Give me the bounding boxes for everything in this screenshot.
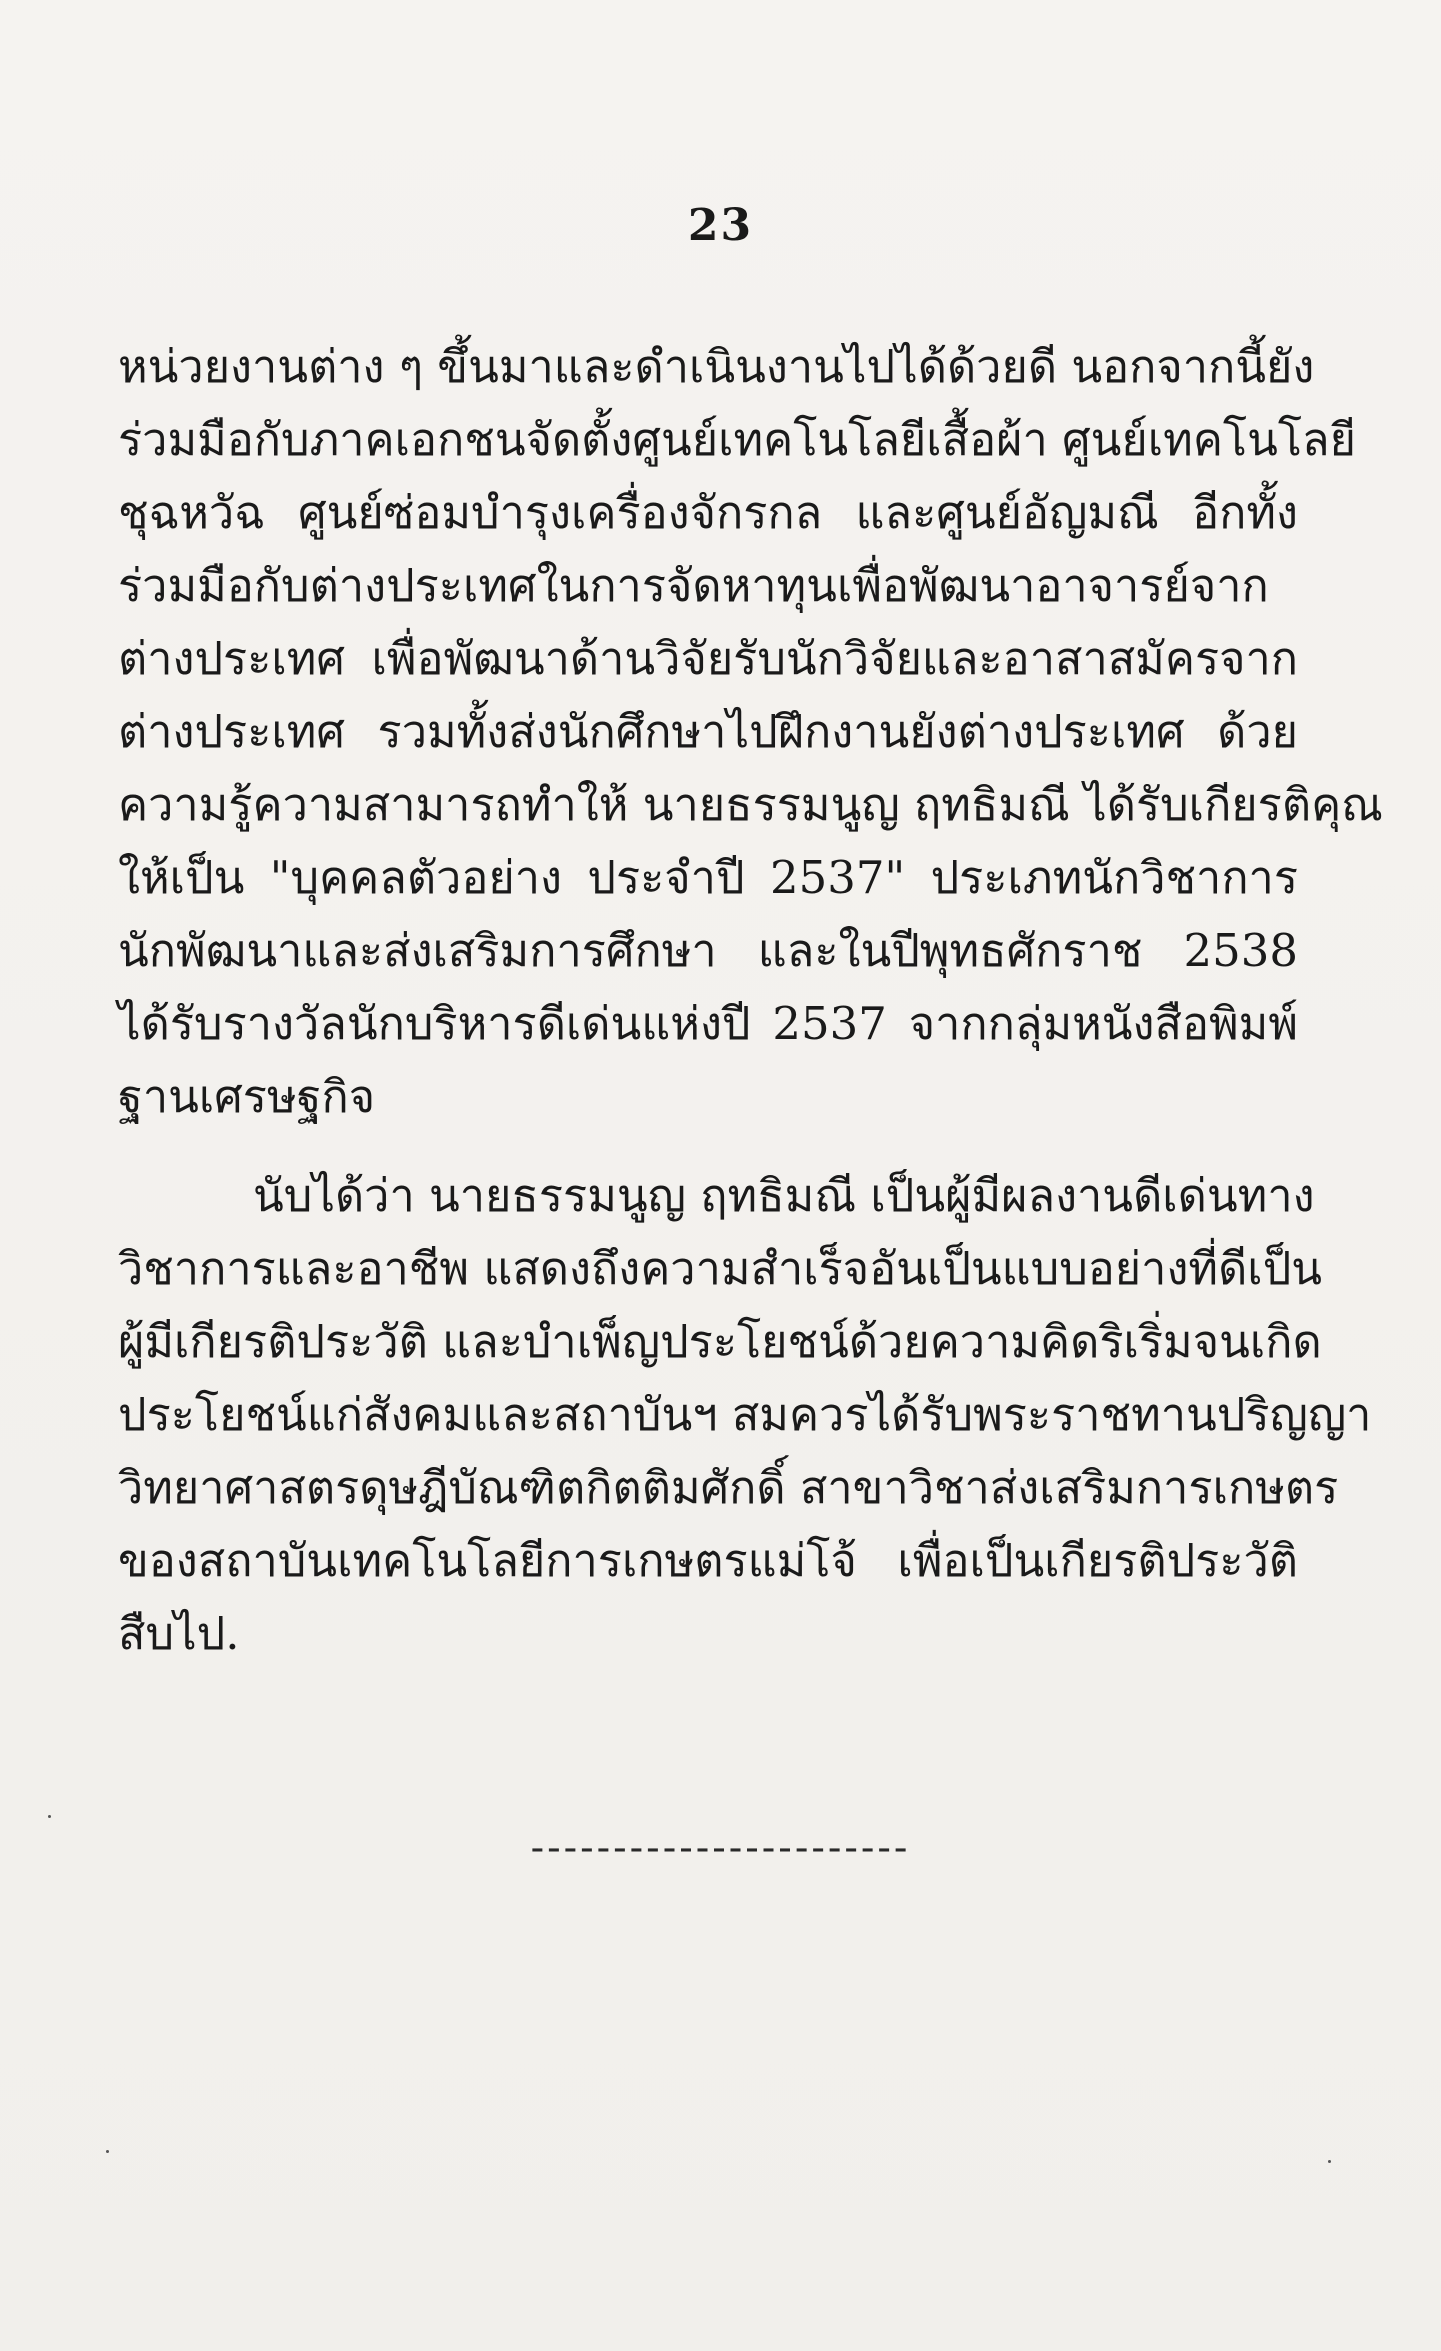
text-line: วิทยาศาสตรดุษฎีบัณฑิตกิตติมศักดิ์ สาขาวิชาส่งเสริมการเกษตร	[118, 1461, 1339, 1514]
paragraph-2	[118, 1159, 1372, 1670]
paragraph-gap	[118, 1133, 1298, 1159]
text-line: ต่างประเทศ รวมทั้งส่งนักศึกษาไปฝึกงานยังต่างประเทศ ด้วย	[118, 705, 1298, 758]
text-line: ร่วมมือกับต่างประเทศในการจัดหาทุนเพื่อพัฒนาอาจารย์จาก	[118, 559, 1269, 612]
dust-speck	[106, 2150, 109, 2153]
text-line: ให้เป็น "บุคคลตัวอย่าง ประจำปี 2537" ประเภทนักวิชาการ	[118, 851, 1298, 904]
text-line: ผู้มีเกียรติประวัติ และบำเพ็ญประโยชน์ด้วยความคิดริเริ่มจนเกิด	[118, 1315, 1322, 1368]
text-line: วิชาการและอาชีพ แสดงถึงความสำเร็จอันเป็นแบบอย่างที่ดีเป็น	[118, 1242, 1323, 1295]
text-line: ต่างประเทศ เพื่อพัฒนาด้านวิจัยรับนักวิจัยและอาสาสมัครจาก	[118, 632, 1298, 685]
text-line: สืบไป.	[118, 1607, 240, 1660]
text-line: ฐานเศรษฐกิจ	[118, 1070, 376, 1123]
text-line: ประโยชน์แก่สังคมและสถาบันฯ สมควรได้รับพระราชทานปริญญา	[118, 1388, 1372, 1441]
text-line: ได้รับรางวัลนักบริหารดีเด่นแห่งปี 2537 จากกลุ่มหนังสือพิมพ์	[118, 997, 1298, 1050]
dust-speck	[1328, 2160, 1331, 2163]
paragraph-1	[118, 330, 1383, 1133]
text-line: ร่วมมือกับภาคเอกชนจัดตั้งศูนย์เทคโนโลยีเสื้อผ้า ศูนย์เทคโนโลยี	[118, 413, 1356, 466]
text-line: ความรู้ความสามารถทำให้ นายธรรมนูญ ฤทธิมณี ได้รับเกียรติคุณ	[118, 778, 1383, 831]
dust-speck	[48, 1815, 51, 1818]
separator-line: -----------------------	[530, 1825, 911, 1871]
text-line: ชุฉหวัฉ ศูนย์ซ่อมบำรุงเครื่องจักรกล และศูนย์อัญมณี อีกทั้ง	[118, 486, 1298, 539]
text-line: นักพัฒนาและส่งเสริมการศึกษา และในปีพุทธศักราช 2538	[118, 924, 1298, 977]
page-number: 23	[687, 200, 754, 251]
text-line: ของสถาบันเทคโนโลยีการเกษตรแม่โจ้ เพื่อเป็นเกียรติประวัติ	[118, 1534, 1298, 1587]
text-line: หน่วยงานต่าง ๆ ขึ้นมาและดำเนินงานไปได้ด้วยดี นอกจากนี้ยัง	[118, 340, 1315, 393]
body-text	[118, 330, 1383, 1670]
text-line: นับได้ว่า นายธรรมนูญ ฤทธิมณี เป็นผู้มีผลงานดีเด่นทาง	[253, 1169, 1315, 1222]
